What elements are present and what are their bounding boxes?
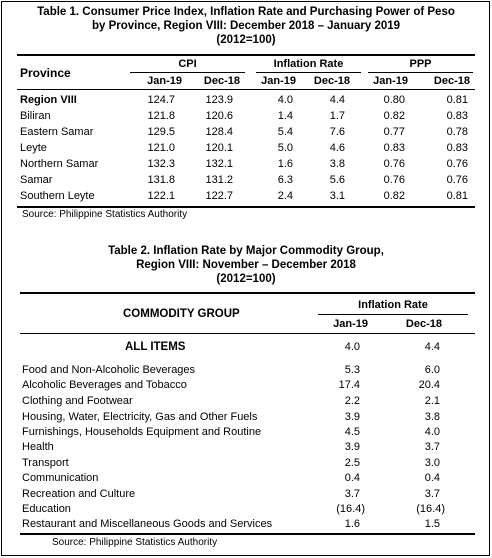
table1-cell: 121.8	[147, 110, 175, 122]
table2-cell: 4.4	[424, 341, 440, 353]
table2-row-name: Health	[22, 441, 54, 453]
table2-cell: 6.0	[424, 364, 440, 376]
table2-cell: 4.0	[344, 341, 360, 353]
table1-header-province: Province	[20, 66, 71, 80]
table1-row-name: Leyte	[20, 142, 47, 154]
table1-cell: 124.7	[147, 94, 175, 106]
table2-cell: 0.4	[424, 472, 440, 484]
table1-cell: 1.4	[277, 110, 293, 122]
table2-all-items-label: ALL ITEMS	[125, 341, 186, 353]
table1-subcol: Dec-18	[203, 75, 240, 87]
table2-title-line1: Table 2. Inflation Rate by Major Commodity Group,	[108, 245, 384, 257]
table1-row-name: Southern Leyte	[20, 190, 95, 202]
table1-title-line3: (2012=100)	[216, 34, 276, 46]
table2-inflation-rule	[318, 314, 468, 315]
table1-cell: 4.0	[277, 94, 293, 106]
table2-cell: 4.0	[424, 426, 440, 438]
table1-header-cpi: CPI	[178, 58, 197, 70]
table1-cell: 3.8	[329, 158, 345, 170]
table1-header-ppp: PPP	[409, 58, 432, 70]
table1-subcol: Dec-18	[313, 75, 350, 87]
table2-title-line3: (2012=100)	[216, 273, 276, 285]
table2-row-name: Food and Non-Alcoholic Beverages	[22, 364, 196, 376]
table1-cell: 132.3	[147, 158, 175, 170]
table1-cpi-rule	[130, 72, 245, 73]
table1-subcol: Jan-19	[261, 75, 296, 87]
table2-cell: 3.7	[344, 488, 360, 500]
table2-cell: 17.4	[338, 379, 360, 391]
table1-cell: 132.1	[205, 158, 233, 170]
table2-cell: 3.0	[424, 457, 440, 469]
table2-row-name: Housing, Water, Electricity, Gas and Other Fuels	[22, 411, 258, 423]
table1-cell: 0.81	[446, 94, 468, 106]
table1-cell: 122.1	[147, 190, 175, 202]
table1-subcol: Jan-19	[373, 75, 408, 87]
table1-cell: 128.4	[205, 126, 233, 138]
table1-cell: 0.76	[383, 158, 405, 170]
table1-cell: 0.76	[446, 174, 468, 186]
table2-row-name: Education	[22, 503, 71, 515]
table2-cell: 4.5	[344, 426, 360, 438]
table1-cell: 0.78	[446, 126, 468, 138]
table1-cell: 5.4	[277, 126, 293, 138]
table1-cell: 3.1	[329, 190, 345, 202]
table2-cell: 3.7	[424, 441, 440, 453]
table2-row-name: Furnishings, Households Equipment and Routine	[22, 426, 262, 438]
table1-row-name: Biliran	[20, 110, 51, 122]
table2-source: Source: Philippine Statistics Authority	[52, 537, 218, 548]
table2-bottom-rule	[20, 533, 475, 535]
table1-cell: 0.82	[383, 190, 405, 202]
table2-subcol: Dec-18	[405, 318, 442, 330]
table1-cell: 0.82	[383, 110, 405, 122]
table2-cell: 20.4	[418, 379, 440, 391]
table1-cell: 120.6	[205, 110, 233, 122]
table1-cell: 123.9	[205, 94, 233, 106]
table1-row-name: Northern Samar	[20, 158, 99, 170]
table2-cell: 2.2	[344, 395, 360, 407]
table1-subcol: Jan-19	[147, 75, 182, 87]
table2-cell: 1.5	[424, 518, 440, 530]
table1-cell: 120.1	[205, 142, 233, 154]
table1-cell: 0.83	[383, 142, 405, 154]
table1-cell: 4.6	[329, 142, 345, 154]
table1-cell: 6.3	[277, 174, 293, 186]
table1-title-line2: by Province, Region VIII: December 2018 – January 2019	[91, 20, 401, 32]
table2-header-inflation: Inflation Rate	[358, 299, 428, 311]
table1-row-name: Samar	[20, 174, 53, 186]
table1-cell: 0.80	[383, 94, 405, 106]
table2-cell: 1.6	[344, 518, 360, 530]
table1-header-inflation: Inflation Rate	[273, 58, 344, 70]
table1-cell: 0.77	[383, 126, 405, 138]
table1-cell: 5.0	[277, 142, 293, 154]
table2-row-name: Recreation and Culture	[22, 488, 136, 500]
table1-subcol: Dec-18	[433, 75, 470, 87]
table1-cell: 7.6	[329, 126, 345, 138]
table1-header-rule	[17, 89, 475, 90]
table2-cell: 3.8	[424, 411, 440, 423]
table1-cell: 1.7	[329, 110, 345, 122]
table1-cell: 0.83	[446, 110, 468, 122]
table2-row-name: Restaurant and Miscellaneous Goods and Services	[22, 518, 273, 530]
table1-cell: 1.6	[277, 158, 293, 170]
table1-cell: 122.7	[205, 190, 233, 202]
table1-row-name: Eastern Samar	[20, 126, 94, 138]
table2-row-name: Alcoholic Beverages and Tobacco	[22, 379, 187, 391]
table1-cell: 131.8	[147, 174, 175, 186]
table1-inflation-rule	[256, 72, 361, 73]
table1-source: Source: Philippine Statistics Authority	[22, 209, 188, 220]
table1-ppp-rule	[368, 72, 473, 73]
table2-cell: 2.1	[424, 395, 440, 407]
table1-cell: 0.76	[446, 158, 468, 170]
table2-cell: (16.4)	[336, 503, 365, 515]
table1-cell: 0.81	[446, 190, 468, 202]
table1-title-line1: Table 1. Consumer Price Index, Inflation Rate and Purchasing Power of Peso	[37, 6, 455, 18]
table1-cell: 2.4	[277, 190, 293, 202]
table2-title-line2: Region VIII: November – December 2018	[136, 259, 356, 271]
table1-bottom-rule	[17, 206, 475, 208]
table2-row-name: Transport	[22, 457, 69, 469]
table2-subcol: Jan-19	[333, 318, 368, 330]
table1-cell: 131.2	[205, 174, 233, 186]
table1-cell: 0.76	[383, 174, 405, 186]
table1-top-rule	[17, 54, 475, 56]
table1-cell: 121.0	[147, 142, 175, 154]
table2-cell: (16.4)	[416, 503, 445, 515]
table2-top-rule	[20, 292, 475, 294]
table2-row-name: Communication	[22, 472, 99, 484]
table2-header-group: COMMODITY GROUP	[123, 308, 240, 320]
table2-row-name: Clothing and Footwear	[22, 395, 133, 407]
table2-cell: 3.7	[424, 488, 440, 500]
table2-header-rule	[20, 333, 475, 334]
table2-cell: 2.5	[344, 457, 360, 469]
table1-row-name: Region VIII	[20, 94, 77, 106]
table2-cell: 0.4	[344, 472, 360, 484]
table1-cell: 0.83	[446, 142, 468, 154]
table1-cell: 4.4	[329, 94, 345, 106]
table1-cell: 129.5	[147, 126, 175, 138]
table2-cell: 3.9	[344, 441, 360, 453]
table2-cell: 5.3	[344, 364, 360, 376]
table2-cell: 3.9	[344, 411, 360, 423]
table1-cell: 5.6	[329, 174, 345, 186]
